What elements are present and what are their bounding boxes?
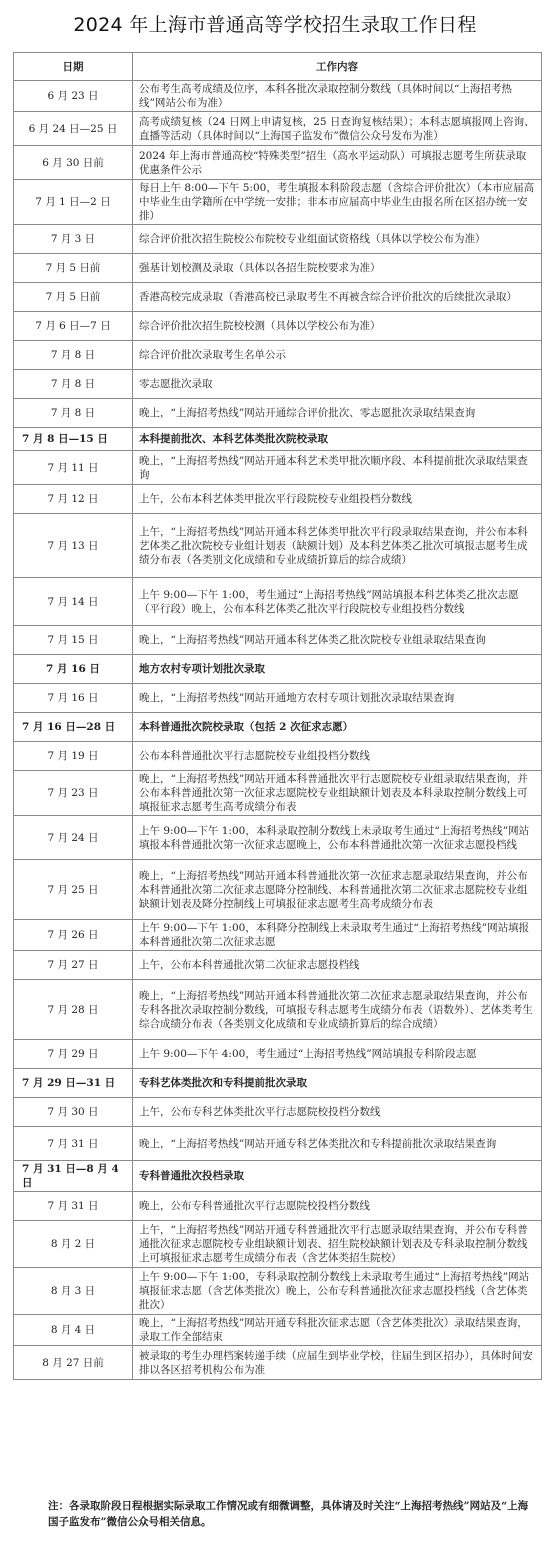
table-row xyxy=(14,112,542,146)
row-content: 上午，公布专科艺体类批次平行志愿院校投档分数线 xyxy=(133,1098,542,1127)
table-row xyxy=(14,920,542,951)
row-date: 7 月 24 日 xyxy=(14,816,133,860)
table-header-row xyxy=(14,53,542,81)
row-date: 7 月 3 日 xyxy=(14,225,133,254)
row-date: 7 月 16 日 xyxy=(14,655,133,684)
row-date: 7 月 30 日 xyxy=(14,1098,133,1127)
table-row xyxy=(14,1127,542,1161)
row-content: 上午，“上海招考热线”网站开通专科普通批次平行志愿录取结果查询，并公布专科普通批次征求志愿院校专业组缺额计划表、招生院校缺额计划表及专科录取控制分数线上可填报征求志愿考生成绩分布表（含艺体类招生院校） xyxy=(133,1221,542,1268)
section-row xyxy=(14,428,542,451)
row-date: 7 月 12 日 xyxy=(14,485,133,514)
row-content: 本科普通批次院校录取（包括 2 次征求志愿） xyxy=(133,713,542,742)
row-content: 公布考生高考成绩及位序，本科各批次录取控制分数线（具体时间以“上海招考热线”网站公布为准） xyxy=(133,81,542,112)
row-content: 晚上，公布专科普通批次平行志愿院校投档分数线 xyxy=(133,1192,542,1221)
row-date: 7 月 29 日—31 日 xyxy=(14,1069,133,1098)
row-content: 晚上，“上海招考热线”网站开通本科普通批次平行志愿院校专业组录取结果查询，并公布本科普通批次第一次征求志愿院校专业组缺额计划表及本科录取控制分数线上可填报征求志愿考生高考成绩分布表 xyxy=(133,771,542,816)
row-content: 专科普通批次投档录取 xyxy=(133,1161,542,1192)
row-date: 7 月 26 日 xyxy=(14,920,133,951)
row-date: 7 月 23 日 xyxy=(14,771,133,816)
row-date: 7 月 15 日 xyxy=(14,626,133,655)
row-content: 晚上，“上海招考热线”网站开通专科艺体类批次和专科提前批次录取结果查询 xyxy=(133,1127,542,1161)
row-date: 6 月 24 日—25 日 xyxy=(14,112,133,146)
table-row xyxy=(14,626,542,655)
section-row xyxy=(14,1161,542,1192)
row-content: 晚上，“上海招考热线”网站开通综合评价批次、零志愿批次录取结果查询 xyxy=(133,399,542,428)
row-content: 上午 9:00—下午 1:00，本科降分控制线上未录取考生通过“上海招考热线”网站填报本科普通批次第二次征求志愿 xyxy=(133,920,542,951)
row-date: 7 月 16 日 xyxy=(14,684,133,713)
table-row xyxy=(14,312,542,341)
table-row xyxy=(14,514,542,578)
row-content: 上午 9:00—下午 1:00，专科录取控制分数线上未录取考生通过“上海招考热线”网站填报征求志愿（含艺体类批次）晚上，公布专科普通批次征求志愿投档线（含艺体类批次） xyxy=(133,1268,542,1315)
page-title: 2024 年上海市普通高等学校招生录取工作日程 xyxy=(73,14,477,36)
row-date: 8 月 2 日 xyxy=(14,1221,133,1268)
row-date: 6 月 30 日前 xyxy=(14,146,133,180)
row-content: 公布本科普通批次平行志愿院校专业组投档分数线 xyxy=(133,742,542,771)
row-date: 7 月 5 日前 xyxy=(14,283,133,312)
row-date: 7 月 8 日 xyxy=(14,341,133,370)
row-date: 7 月 16 日—28 日 xyxy=(14,713,133,742)
table-row xyxy=(14,1040,542,1069)
row-date: 7 月 31 日—8 月 4 日 xyxy=(14,1161,133,1192)
row-content: 晚上，“上海招考热线”网站开通本科艺术类甲批次顺序段、本科提前批次录取结果查询 xyxy=(133,451,542,485)
table-row xyxy=(14,283,542,312)
section-row xyxy=(14,655,542,684)
row-content: 上午 9:00—下午 4:00，考生通过“上海招考热线”网站填报专科阶段志愿 xyxy=(133,1040,542,1069)
table-row xyxy=(14,1098,542,1127)
table-row xyxy=(14,951,542,980)
table-row xyxy=(14,742,542,771)
row-content: 晚上，“上海招考热线”网站开通本科普通批次第二次征求志愿录取结果查询，并公布专科各批次录取控制分数线，可填报专科志愿考生成绩分布表（语数外）、艺体类考生综合成绩分布表（各类别文化成绩和专业成绩折算后的综合成绩） xyxy=(133,980,542,1040)
row-date: 8 月 27 日前 xyxy=(14,1346,133,1380)
table-row xyxy=(14,1221,542,1268)
table-row xyxy=(14,980,542,1040)
row-content: 高考成绩复核（24 日网上申请复核，25 日查询复核结果）；本科志愿填报网上咨询、直播等活动（具体时间以“上海国子监发布”微信公众号发布为准） xyxy=(133,112,542,146)
row-date: 7 月 5 日前 xyxy=(14,254,133,283)
row-date: 7 月 1 日—2 日 xyxy=(14,180,133,225)
row-content: 上午，公布本科普通批次第二次征求志愿投档线 xyxy=(133,951,542,980)
row-content: 晚上，“上海招考热线”网站开通本科艺体类乙批次院校专业组录取结果查询 xyxy=(133,626,542,655)
table-row xyxy=(14,578,542,626)
row-date: 7 月 28 日 xyxy=(14,980,133,1040)
table-row xyxy=(14,1192,542,1221)
header-date: 日期 xyxy=(14,53,133,81)
row-content: 上午，“上海招考热线”网站开通本科艺体类甲批次平行段录取结果查询，并公布本科艺体类乙批次院校专业组计划表（缺额计划）及本科艺体类乙批次可填报志愿考生成绩分布表（各类别文化成绩和专业成绩折算后的综合成绩） xyxy=(133,514,542,578)
footnote: 注：各录取阶段日程根据实际录取工作情况或有细微调整，具体请及时关注“上海招考热线”网站及“上海国子监发布”微信公众号相关信息。 xyxy=(48,1500,529,1528)
row-date: 7 月 31 日 xyxy=(14,1192,133,1221)
table-row xyxy=(14,146,542,180)
section-row xyxy=(14,713,542,742)
row-date: 8 月 4 日 xyxy=(14,1315,133,1346)
table-row xyxy=(14,225,542,254)
row-date: 7 月 29 日 xyxy=(14,1040,133,1069)
row-content: 强基计划校测及录取（具体以各招生院校要求为准） xyxy=(133,254,542,283)
row-date: 7 月 13 日 xyxy=(14,514,133,578)
row-content: 晚上，“上海招考热线”网站开通专科批次征求志愿（含艺体类批次）录取结果查询，录取工作全部结束 xyxy=(133,1315,542,1346)
schedule-table xyxy=(13,52,542,1380)
table-row xyxy=(14,1346,542,1380)
row-content: 地方农村专项计划批次录取 xyxy=(133,655,542,684)
row-date: 7 月 8 日—15 日 xyxy=(14,428,133,451)
row-content: 综合评价批次招生院校公布院校专业组面试资格线（具体以学校公布为准） xyxy=(133,225,542,254)
row-date: 8 月 3 日 xyxy=(14,1268,133,1315)
table-row xyxy=(14,341,542,370)
row-content: 晚上，“上海招考热线”网站开通地方农村专项计划批次录取结果查询 xyxy=(133,684,542,713)
row-content: 香港高校完成录取（香港高校已录取考生不再被含综合评价批次的后续批次录取） xyxy=(133,283,542,312)
row-date: 7 月 19 日 xyxy=(14,742,133,771)
row-content: 2024 年上海市普通高校“特殊类型”招生（高水平运动队）可填报志愿考生所获录取优惠条件公示 xyxy=(133,146,542,180)
table-row xyxy=(14,1268,542,1315)
row-date: 7 月 6 日—7 日 xyxy=(14,312,133,341)
row-date: 7 月 14 日 xyxy=(14,578,133,626)
section-row xyxy=(14,1069,542,1098)
table-row xyxy=(14,180,542,225)
table-row xyxy=(14,81,542,112)
row-content: 被录取的考生办理档案转递手续（应届生到毕业学校，往届生到区招办），具体时间安排以各区招考机构公布为准 xyxy=(133,1346,542,1380)
table-row xyxy=(14,771,542,816)
table-row xyxy=(14,370,542,399)
row-content: 本科提前批次、本科艺体类批次院校录取 xyxy=(133,428,542,451)
row-content: 上午 9:00—下午 1:00，本科录取控制分数线上未录取考生通过“上海招考热线”网站填报本科普通批次第一次征求志愿晚上，公布本科普通批次第一次征求志愿投档线 xyxy=(133,816,542,860)
row-date: 6 月 23 日 xyxy=(14,81,133,112)
table-row xyxy=(14,254,542,283)
row-content: 综合评价批次招生院校校测（具体以学校公布为准） xyxy=(133,312,542,341)
header-content: 工作内容 xyxy=(133,53,542,81)
table-row xyxy=(14,684,542,713)
row-content: 每日上午 8:00—下午 5:00，考生填报本科阶段志愿（含综合评价批次）（本市应届高中毕业生由学籍所在中学统一安排；非本市应届高中毕业生由报名所在区招办统一安排） xyxy=(133,180,542,225)
table-row xyxy=(14,860,542,920)
table-row xyxy=(14,485,542,514)
row-content: 上午 9:00—下午 1:00，考生通过“上海招考热线”网站填报本科艺体类乙批次志愿（平行段）晚上，公布本科艺体类乙批次平行段院校专业组投档分数线 xyxy=(133,578,542,626)
row-date: 7 月 11 日 xyxy=(14,451,133,485)
row-date: 7 月 8 日 xyxy=(14,399,133,428)
row-content: 晚上，“上海招考热线”网站开通本科普通批次第一次征求志愿录取结果查询，并公布本科普通批次第二次征求志愿降分控制线、本科普通批次第二次征求志愿院校专业组缺额计划表及降分控制线上可填报征求志愿考生高考成绩分布表 xyxy=(133,860,542,920)
row-date: 7 月 31 日 xyxy=(14,1127,133,1161)
row-date: 7 月 27 日 xyxy=(14,951,133,980)
row-date: 7 月 25 日 xyxy=(14,860,133,920)
row-content: 上午，公布本科艺体类甲批次平行段院校专业组投档分数线 xyxy=(133,485,542,514)
row-content: 零志愿批次录取 xyxy=(133,370,542,399)
row-content: 综合评价批次录取考生名单公示 xyxy=(133,341,542,370)
row-date: 7 月 8 日 xyxy=(14,370,133,399)
table-row xyxy=(14,399,542,428)
table-row xyxy=(14,451,542,485)
row-content: 专科艺体类批次和专科提前批次录取 xyxy=(133,1069,542,1098)
table-row xyxy=(14,1315,542,1346)
table-row xyxy=(14,816,542,860)
